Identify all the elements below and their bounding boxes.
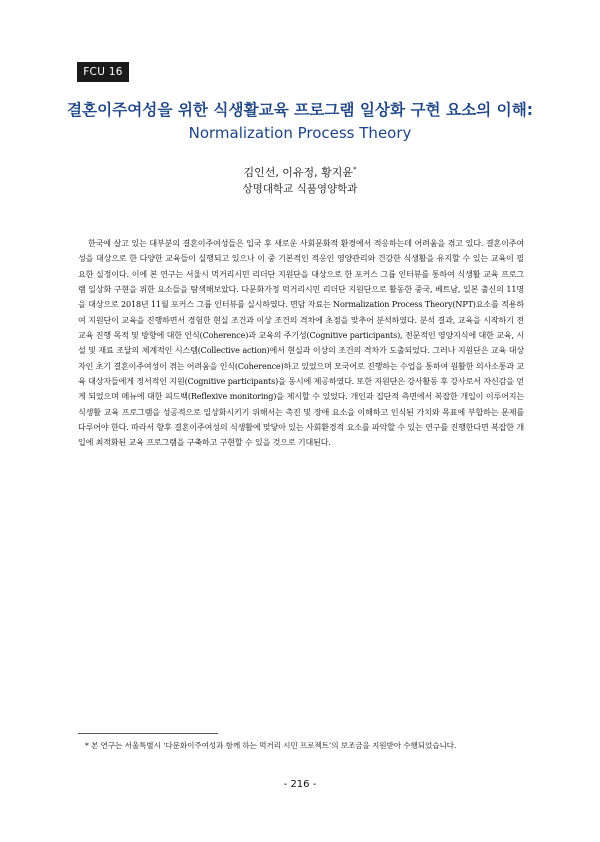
corresponding-author-mark: *	[353, 165, 357, 174]
author-line	[0, 164, 600, 180]
abstract-paragraph: 한국에 살고 있는 대부분의 결혼이주여성들은 입국 후 새로운 사회문화적 환경에서 적응하는데 어려움을 겪고 있다. 결혼이주여성을 대상으로 한 다양한 교육들이 실행되고 있으나 이 중 기본적인 적응인 영양관리와 건강한 식생활을 유지할 수 있는 교육이 필요한 실정이다. 이에 본 연구는 서울시 먹거리시민 리더단 지원단을 대상으로 한 포커스 그룹 인터뷰를 통하여 식생활 교육 프로그램 일상화 구현을 위한 요소들을 탐색해보았다. 다문화가정 먹거리시민 리더단 지원단으로 활동한 중국, 베트남, 일본 출신의 11명을 대상으로 2018년 11월 포커스 그룹 인터뷰를 실시하였다. 면담 자료는 Normalization Process Theory(NPT)요소를 적용하여 지원단이 교육을 진행하면서 경험한 현실 조건과 이상 조건의 격차에 초점을 맞추어 분석하였다. 분석 결과, 교육을 시작하기 전 교육 진행 목적 및 방향에 대한 인식(Coherence)과 교육의 주기성(Cognitive participants), 전문적인 영양지식에 대한 교육, 시설 및 재료 조달의 체계적인 시스템(Collective action)에서 현실과 이상의 조건의 격차가 도출되었다. 그러나 지원단은 교육 대상자인 초기 결혼이주여성이 겪는 어려움을 인식(Coherence)하고 있었으며 모국어로 진행하는 수업을 통하여 원활한 의사소통과 교육 대상자들에게 정서적인 지원(Cognitive participants)을 동시에 제공하였다. 또한 지원단은 강사활동 후 강사로서 자신감을 얻게 되었으며 메뉴에 대한 피드백(Reflexive monitoring)을 제시할 수 있었다. 개인과 집단적 측면에서 복잡한 개입이 이루어지는 식생활 교육 프로그램을 성공적으로 일상화시키기 위해서는 촉진 및 장애 요소을 이해하고 인식된 가치와 목표에 부합하는 문제를 다루어야 한다. 따라서 향후 결혼이주여성의 식생활에 맞닿아 있는 사회환경적 요소를 파악할 수 있는 연구를 진행한다면 복잡한 개입에 최적화된 교육 프로그램을 구축하고 구현할 수 있을 것으로 기대된다.	[78, 239, 524, 448]
abstract-body	[78, 236, 524, 451]
footnote-divider	[78, 733, 218, 734]
page-number: - 216 -	[283, 779, 317, 790]
affiliation: 상명대학교 식품영양학과	[242, 183, 358, 195]
paper-title	[60, 98, 540, 145]
title-english: Normalization Process Theory	[188, 124, 412, 143]
footnote: * 본 연구는 서울특별시 ‘다문화이주여성과 함께 하는 먹거리 시민 프로젝트’의 보조금을 지원받아 수행되었습니다.	[85, 741, 457, 750]
title-korean: 결혼이주여성을 위한 식생활교육 프로그램 일상화 구현 요소의 이해:	[66, 101, 534, 119]
session-badge: FCU 16	[77, 62, 129, 82]
author-names: 김인선, 이유정, 황지윤	[243, 166, 354, 179]
